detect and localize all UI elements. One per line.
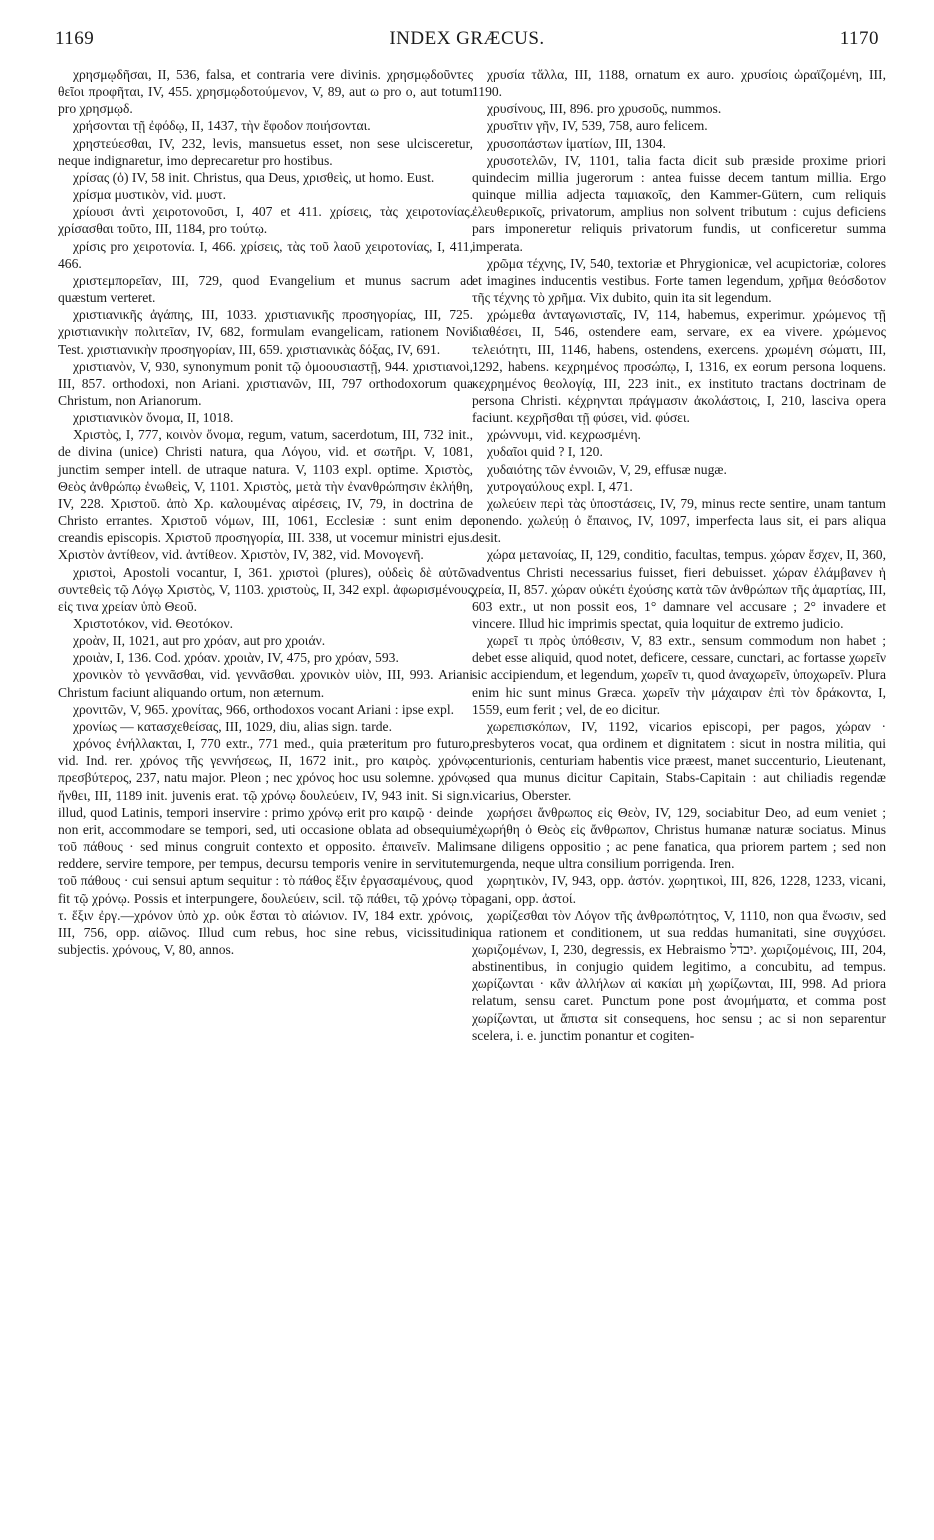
left-page-number: 1169 <box>55 28 95 49</box>
index-entry: χρυσοπάστων ἱματίων, III, 1304. <box>486 135 666 151</box>
index-entry: χροιὰν, I, 136. Cod. χρόαν. χροιὰν, IV, 475, pro χρόαν, 593. <box>72 650 399 666</box>
index-entry: χριστοὶ, Apostoli vocantur, I, 361. χριστοὶ (plures), οὐδεὶς δὲ αὐτῶν συντεθεὶς τῷ Λόγῳ Χριστὸς, V, 1103. χριστοὺς, II, 342 expl. ἀφωρισμένους εἰς τινα χρείαν ὑπὸ Θεοῦ. <box>58 564 473 614</box>
index-entry: χώρα μετανοίας, II, 129, conditio, facultas, tempus. χώραν ἔσχεν, II, 360, adventus Christi necessarius fuisset, fieri debuisset. χώραν ἐλάμβανεν ἡ χρεία, II, 857. χώραν οὐκέτι ἐχούσης κατὰ τῶν ἀνθρώπων τῆς ἁμαρτίας, III, 603 extr., ut non possit eos, 1° damnare vel accusare ; 2° invadere et vincere. Illud hic imprimis spectat, quia loquitur de extremo judicio. <box>472 547 886 631</box>
running-header <box>55 28 879 58</box>
index-entry: χρονίως — κατασχεθείσας, III, 1029, diu, alias sign. tarde. <box>72 718 392 734</box>
index-entry: χρυσοτελῶν, IV, 1101, talia facta dicit sub præside proxime priori quindecim millia jugerorum : antea fuisse decem tantum millia. Ergo quinque millia adjecta ταμιακοῖς, den Kammer-Gütern, cum reliquis ἐλευθερικοῖς, privatorum, amplius non solvent tributum : cujus deficiens pars imponeretur reliquis privatorum fundis, ut conficeretur summa imperata. <box>472 152 886 254</box>
index-entry: Χριστοτόκον, vid. Θεοτόκον. <box>72 616 233 631</box>
index-entry: χωρητικὸν, IV, 943, opp. ἀστόν. χωρητικοὶ, III, 826, 1228, 1233, vicani, pagani, opp. ἀστοί. <box>472 873 886 906</box>
page-title: INDEX GRÆCUS. <box>389 28 545 49</box>
index-entry: χυτρογαύλους expl. I, 471. <box>486 478 633 494</box>
index-entry: χρήσονται τῇ ἐφόδῳ, II, 1437, τὴν ἔφοδον ποιήσονται. <box>72 118 371 134</box>
index-entry: χρίσις pro χειροτονία. I, 466. χρίσεις, τὰς τοῦ λαοῦ χειροτονίας, I, 411, 466. <box>58 238 473 271</box>
index-entry: χρίουσι ἀντὶ χειροτονοῦσι, I, 407 et 411. χρίσεις, τὰς χειροτονίας. χρίσασθαι τοῦτο, III, 1184, pro τούτῳ. <box>58 204 473 237</box>
index-entry: χρίσμα μυστικὸν, vid. μυστ. <box>72 187 226 203</box>
index-entry: χρυσῖτιν γῆν, IV, 539, 758, auro felicem. <box>486 118 708 134</box>
index-entry: χρυσίνους, III, 896. pro χρυσοῦς, nummos. <box>486 101 722 117</box>
index-entry: χωρεπισκόπων, IV, 1192, vicarios episcopi, per pagos, χώραν · presbyteros vocat, qua ordinem et dignitatem : sicut in nostra militia, qui centurionis, centuriam habentis vice præest, manet succenturio, Lieutenant, sed qua munus dicitur Capitain, Stabs-Capitain : aut chiliadis regendæ vicarius, Oberster. <box>472 718 886 803</box>
index-entry: χωλεύειν περὶ τὰς ὑποστάσεις, IV, 79, minus recte sentire, unam tantum ponendo. χωλεύῃ ὁ ἔπαινος, IV, 1097, imperfecta laus sit, ei pars aliqua desit. <box>472 495 886 546</box>
index-entry: χριστεμπορεῖαν, III, 729, quod Evangelium et munus sacrum ad quæstum verteret. <box>58 272 473 306</box>
index-entry: χρυσία τἄλλα, III, 1188, ornatum ex auro. χρυσίοις ὡραϊζομένη, III, 1190. <box>472 67 886 100</box>
index-entry: χωρήσει ἄνθρωπος εἰς Θεὸν, IV, 129, sociabitur Deo, ad eum veniet ; ἐχωρήθη ὁ Θεὸς εἰς ἄνθρωπον, Christus humanæ naturæ sociatus. Minus sane diligens oppositio ; ac pene fanatica, qua priorem partem ; sed non urgenda, neque ultra consilium porrigenda. Iren. <box>472 804 886 872</box>
index-entry: χριστιανὸν, V, 930, synonymum ponit τῷ ὁμοουσιαστῇ, 944. χριστιανοὶ, III, 857. orthodoxi, non Ariani. χριστιανῶν, III, 797 orthodoxorum qua Christum, non Arianorum. <box>58 358 473 408</box>
index-entry: χρόνος ἐνήλλακται, I, 770 extr., 771 med., quia præteritum pro futuro, vid. Ind. rer. χρόνος τῆς γεννήσεως, II, 1672 init., pro καιρὸς. χρόνῳ πρεσβύτερος, 237, natu major. Pleon ; nec χρόνος hoc usu solemne. χρόνῳ ἥνθει, III, 1189 init. juvenis erat. τῷ χρόνῳ δουλεύειν, IV, 943 init. Si sign. illud, quod Latinis, tempori inservire : primo χρόνῳ erit pro καιρῷ · deinde non erit, accommodare se tempori, sed, uti occasione oblata ad obsequium τοῦ πάθους · sed minus congruit contexto et opposito. ἐπαινεῖν. Malim reddere, servire tempore, per tempus, decursu temporis venire in servitutem τοῦ πάθους · cui sensui aptum sequitur : τὸ πάθος ἕξιν ἐργασαμένους, quod fit τῷ χρόνῳ. Possis et interpungere, δουλεύειν, scil. τῷ πάθει, τῷ χρόνῳ τὸ τ. ἕξιν ἐργ.—χρόνον ὑπὸ χρ. οὐκ ἔσται τὸ αἰώνιον. IV, 184 extr. χρόνοις, III, 756, opp. αἰῶνος. Illud cum rebus, hoc sine rebus, vicissitudini subjectis. χρόνους, V, 80, annos. <box>58 736 473 957</box>
index-entry: χυδαιότης τῶν ἐννοιῶν, V, 29, effusæ nugæ. <box>486 461 727 477</box>
right-column <box>472 66 886 1044</box>
index-entry: χρῶμα τέχνης, IV, 540, textoriæ et Phrygionicæ, vel acupictoriæ, colores et imagines inducentis vestibus. Forte tamen legendum, χρῆμα θεόσδοτον τῆς τέχνης τὸ χρῆμα. Vix dubito, quin ita sit legendum. <box>472 255 886 306</box>
index-entry: χρηστεύεσθαι, IV, 232, levis, mansuetus esset, non sese ulcisceretur, neque indignaretur, imo deprecaretur pro hostibus. <box>58 135 473 168</box>
index-entry: χρώννυμι, vid. κεχρωσμένη. <box>486 427 641 443</box>
index-entry: χριστιανικῆς ἀγάπης, III, 1033. χριστιανικῆς προσηγορίας, III, 725. χριστιανικὴν πολιτεῖαν, IV, 682, formulam evangelicam, rationem Novi Test. χριστιανικὴν προσηγορίαν, III, 659. χριστιανικὰς δόξας, IV, 691. <box>58 307 473 357</box>
index-entry: Χριστὸς, I, 777, κοινὸν ὄνομα, regum, vatum, sacerdotum, III, 732 init., de divina (unice) Christi natura, qua Λόγου, vid. et σωτῆρι. V, 1081, junctim semper intell. de utraque natura. V, 1103 expl. optime. Χριστὸς, Θεὸς ἀνθρώπῳ ἑνωθεὶς, V, 1101. Χριστὸς, μετὰ τὴν ἐνανθρώπησιν ἐκλήθη, IV, 228. Χριστοῦ. ἀπὸ Χρ. καλουμένας αἱρέσεις, IV, 79, in doctrina de Christo errantes. Χριστοῦ νόμων, III, 1061, Ecclesiæ : sunt enim de creandis episcopis. Χριστοῦ προσηγορία, III. 338, ut vocemur ministri ejus. Χριστὸν ἀντίθεον, vid. ἀντίθεον. Χριστὸν, IV, 382, vid. Μονογενῆ. <box>58 427 473 563</box>
left-column <box>58 66 473 958</box>
index-entry: χυδαῖοι quid ? I, 120. <box>486 444 603 460</box>
right-page-number: 1170 <box>839 28 879 49</box>
index-entry: χροὰν, II, 1021, aut pro χρόαν, aut pro χροιάν. <box>72 633 326 649</box>
index-entry: χρώμεθα ἀνταγωνισταῖς, IV, 114, habemus, experimur. χρώμενος τῇ διαθέσει, II, 546, ostendere eam, servare, ex ea vivere. χρώμενος τελειότητι, III, 1146, habens, ostendens, exercens. χρωμένη σώματι, III, 1292, habens. κεχρημένος προσώπῳ, I, 1316, ex eorum persona loquens. κεχρημένος θεολογίᾳ, III, 223 init., ex instituto tractans doctrinam de persona Christi. κέχρηνται πράγμασιν ἀκολάστοις, I, 210, lasciva opera faciunt. κεχρῆσθαι τῇ φύσει, vid. φύσει. <box>472 307 886 426</box>
index-entry: χρίσας (ὁ) IV, 58 init. Christus, qua Deus, χρισθεὶς, ut homo. Eust. <box>72 169 435 185</box>
index-entry: χρονιτῶν, V, 965. χρονίτας, 966, orthodoxos vocant Ariani : ipse expl. <box>72 701 454 717</box>
index-entry: χωρίζεσθαι τὸν Λόγον τῆς ἀνθρωπότητος, V, 1110, non qua ἕνωσιν, sed qua rationem et conditionem, ut sua reddas humanitati, sine συγχύσει. χωριζομένων, I, 230, degressis, ex Hebraismo יבדל. χωριζομένοις, III, 204, abstinentibus, in conjugio quidem legitimo, a concubitu, ad tempus. χωρίζωνται · κἂν ἀλλήλων αἱ κακίαι μὴ χωρίζωνται, III, 998. Ad priora relatum, sensu caret. Punctum pone post ἀνομήματα, et comma post χωρίζωνται, ut ἄπιστα sit consequens, hoc sensu ; ac si non separentur scelera, i. e. junctim ponantur et cogiten- <box>472 907 886 1043</box>
index-entry: χωρεῖ τι πρὸς ὑπόθεσιν, V, 83 extr., sensum commodum non habet ; debet esse aliquid, quod notet, deficere, cessare, cunctari, ac fortasse χωρεῖν sic accipiendum, et legendum, χωρεῖν τι, quod ἀναχωρεῖν, ὑποχωρεῖν. Plura enim hic sunt minus Græca. χωρεῖν τὴν μάχαιραν ἐπὶ τὸν δράκοντα, I, 1559, eum ferit ; vel, de eo dicitur. <box>472 633 886 717</box>
index-entry: χριστιανικὸν ὄνομα, II, 1018. <box>72 410 234 426</box>
index-entry: χρησμῳδῆσαι, II, 536, falsa, et contraria vere divinis. χρησμῳδοῦντες θεῖοι προφῆται, IV, 455. χρησμῳδοτούμενον, V, 89, aut ω pro ο, aut totum pro χρησμῳδ. <box>58 67 473 117</box>
index-entry: χρονικὸν τὸ γεννᾶσθαι, vid. γεννᾶσθαι. χρονικὸν υἱὸν, III, 993. Ariani Christum faciunt aliquando ortum, non æternum. <box>58 667 473 700</box>
